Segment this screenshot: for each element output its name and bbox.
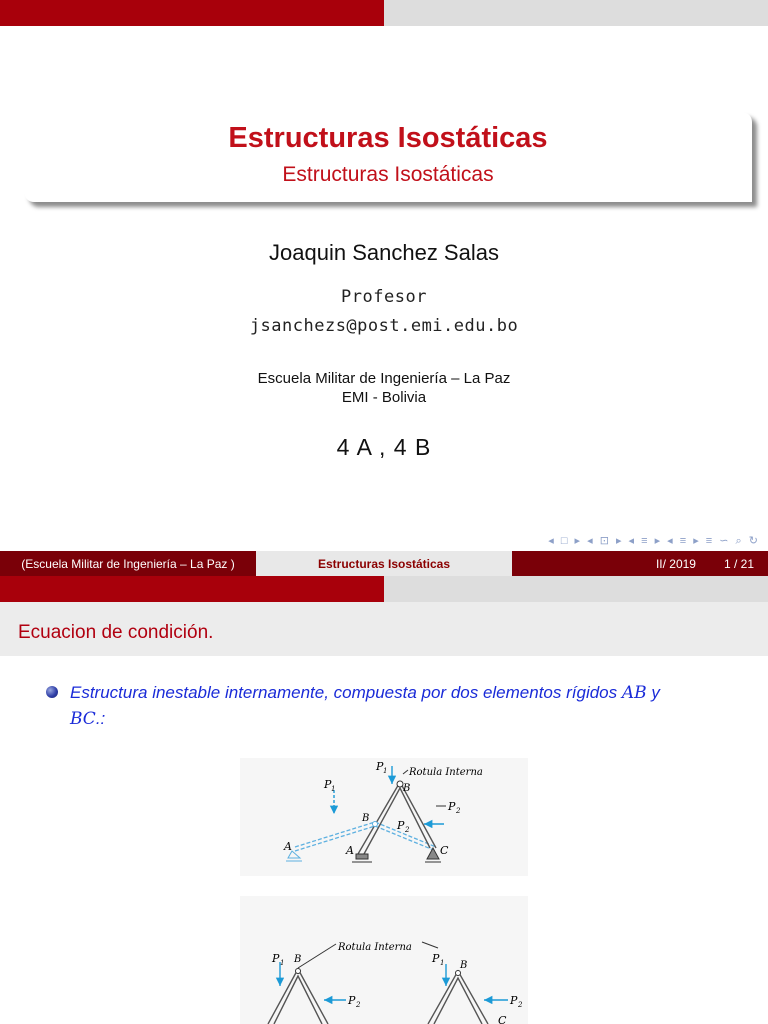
svg-text:P: P <box>324 778 332 791</box>
hinge-left-icon <box>296 969 301 974</box>
svg-text:2: 2 <box>405 826 410 834</box>
svg-text:A: A <box>284 840 292 853</box>
structure-diagram-2 <box>240 896 528 1024</box>
footer-info <box>512 551 768 576</box>
svg-text:1: 1 <box>280 959 285 967</box>
svg-text:2: 2 <box>356 1001 361 1009</box>
svg-text:P: P <box>272 952 280 965</box>
bullet-icon <box>46 686 58 698</box>
math-ab: AB <box>621 683 647 703</box>
svg-text:P: P <box>432 952 440 965</box>
displaced-hinge-icon <box>373 822 378 827</box>
svg-text:B: B <box>403 783 411 794</box>
math-bc: BC <box>70 709 96 729</box>
support-a-mid <box>352 854 372 862</box>
header-accent-gray <box>384 0 768 26</box>
svg-text:A: A <box>346 844 354 857</box>
frame-title: Ecuacion de condición. <box>18 622 214 643</box>
institution-country: EMI - Bolivia <box>341 389 427 406</box>
frame-title-bar <box>0 602 768 656</box>
frame-right <box>428 971 488 1024</box>
svg-text:C: C <box>440 844 449 857</box>
svg-text:P: P <box>376 760 384 773</box>
footer-date: II/ 2019 <box>655 556 696 571</box>
slide-header-bar <box>0 576 768 602</box>
presentation-subtitle: Estructuras Isostáticas <box>282 163 494 186</box>
frame-members <box>358 782 436 854</box>
header-accent-gray <box>384 576 768 602</box>
footer-page-number: 1 / 21 <box>723 556 754 571</box>
header-accent-red <box>0 0 384 26</box>
unstable-structure-figure <box>240 758 528 876</box>
presentation-title: Estructuras Isostáticas <box>228 122 548 154</box>
svg-text:1: 1 <box>383 767 388 775</box>
support-c <box>425 848 441 862</box>
title-box <box>24 112 752 202</box>
svg-text:P: P <box>397 819 405 832</box>
structure-diagram-1 <box>240 758 528 876</box>
bullet-text: Estructura inestable internamente, compuesta por dos elementos rígidos AB y BC.: <box>70 683 660 729</box>
institution-name: Escuela Militar de Ingeniería – La Paz <box>257 370 511 387</box>
svg-text:B: B <box>294 954 302 965</box>
structure-comparison-figure <box>240 896 528 1024</box>
svg-text:P: P <box>448 800 456 813</box>
svg-text:P: P <box>510 994 518 1007</box>
course-groups: 4 A , 4 B <box>336 434 432 460</box>
svg-text:C: C <box>498 1014 507 1024</box>
author-name: Joaquin Sanchez Salas <box>269 240 499 265</box>
frame-left <box>268 969 328 1024</box>
slide-header-bar <box>0 0 768 26</box>
footer-institution: (Escuela Militar de Ingeniería – La Paz ) <box>0 551 256 576</box>
svg-text:P: P <box>348 994 356 1007</box>
hinge-right-icon <box>456 971 461 976</box>
content-slide <box>0 576 768 1024</box>
svg-text:1: 1 <box>440 959 445 967</box>
svg-text:Rotula Interna: Rotula Interna <box>409 767 483 778</box>
author-role: Profesor <box>341 287 427 307</box>
svg-text:B: B <box>460 960 468 971</box>
beamer-navigation-icons[interactable]: ◂ □ ▸ ◂ ⊡ ▸ ◂ ≡ ▸ ◂ ≡ ▸ ≡ ∽ ⌕ ↻ <box>548 535 760 547</box>
author-email[interactable]: jsanchezs@post.emi.edu.bo <box>249 316 519 336</box>
header-accent-red <box>0 576 384 602</box>
footer-title: Estructuras Isostáticas <box>256 551 512 576</box>
svg-text:Rotula Interna: Rotula Interna <box>338 942 412 953</box>
displaced-frame-dashed <box>295 822 436 851</box>
svg-text:1: 1 <box>331 785 336 793</box>
slide-footer <box>0 551 768 576</box>
svg-text:2: 2 <box>518 1001 523 1009</box>
svg-text:B: B <box>362 813 370 824</box>
svg-text:2: 2 <box>456 807 461 815</box>
